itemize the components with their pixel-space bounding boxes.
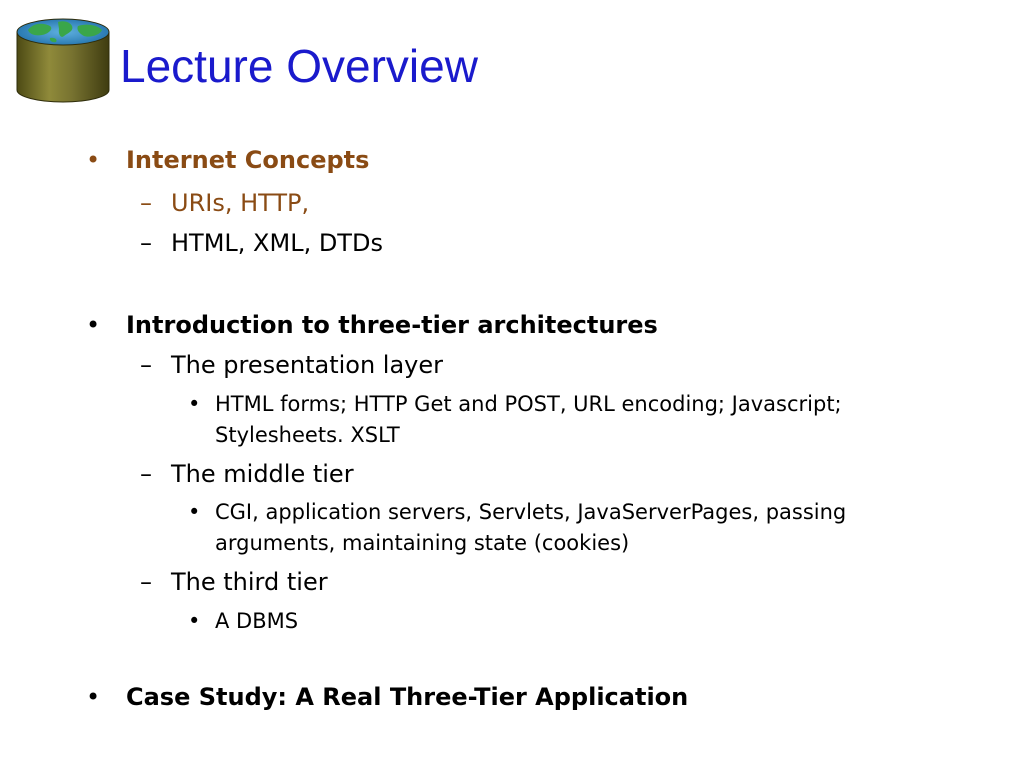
dash-marker: – xyxy=(140,460,152,488)
detail-line: CGI, application servers, Servlets, JavaServerPages, passing xyxy=(215,500,847,524)
sub-bullet-text: HTML, XML, DTDs xyxy=(171,229,383,257)
detail-text xyxy=(215,497,935,559)
dash-marker: – xyxy=(140,568,152,596)
sub-bullet-text: URIs, HTTP, xyxy=(171,189,310,217)
bullet-text: Case Study: A Real Three-Tier Application xyxy=(126,683,689,711)
sub-bullet-text: The presentation layer xyxy=(171,351,444,379)
bullet-marker: • xyxy=(188,609,201,633)
sub-bullet-text: The third tier xyxy=(171,568,328,596)
bullet-text: Introduction to three-tier architectures xyxy=(126,311,658,339)
dash-marker: – xyxy=(140,229,152,257)
bullet-marker: • xyxy=(188,500,201,524)
bullet-marker: • xyxy=(86,146,101,174)
bullet-marker: • xyxy=(188,392,201,416)
detail-text xyxy=(215,389,935,451)
dash-marker: – xyxy=(140,189,152,217)
sub-bullet-text: The middle tier xyxy=(171,460,354,488)
detail-line: HTML forms; HTTP Get and POST, URL encoding; Javascript; xyxy=(215,392,842,416)
slide-title: Lecture Overview xyxy=(120,40,478,92)
dash-marker: – xyxy=(140,351,152,379)
detail-line: Stylesheets. XSLT xyxy=(215,423,400,447)
bullet-text: Internet Concepts xyxy=(126,146,370,174)
globe-cylinder-icon xyxy=(14,14,112,106)
detail-text: A DBMS xyxy=(215,609,299,633)
detail-line: arguments, maintaining state (cookies) xyxy=(215,531,630,555)
bullet-marker: • xyxy=(86,683,101,711)
bullet-marker: • xyxy=(86,311,101,339)
